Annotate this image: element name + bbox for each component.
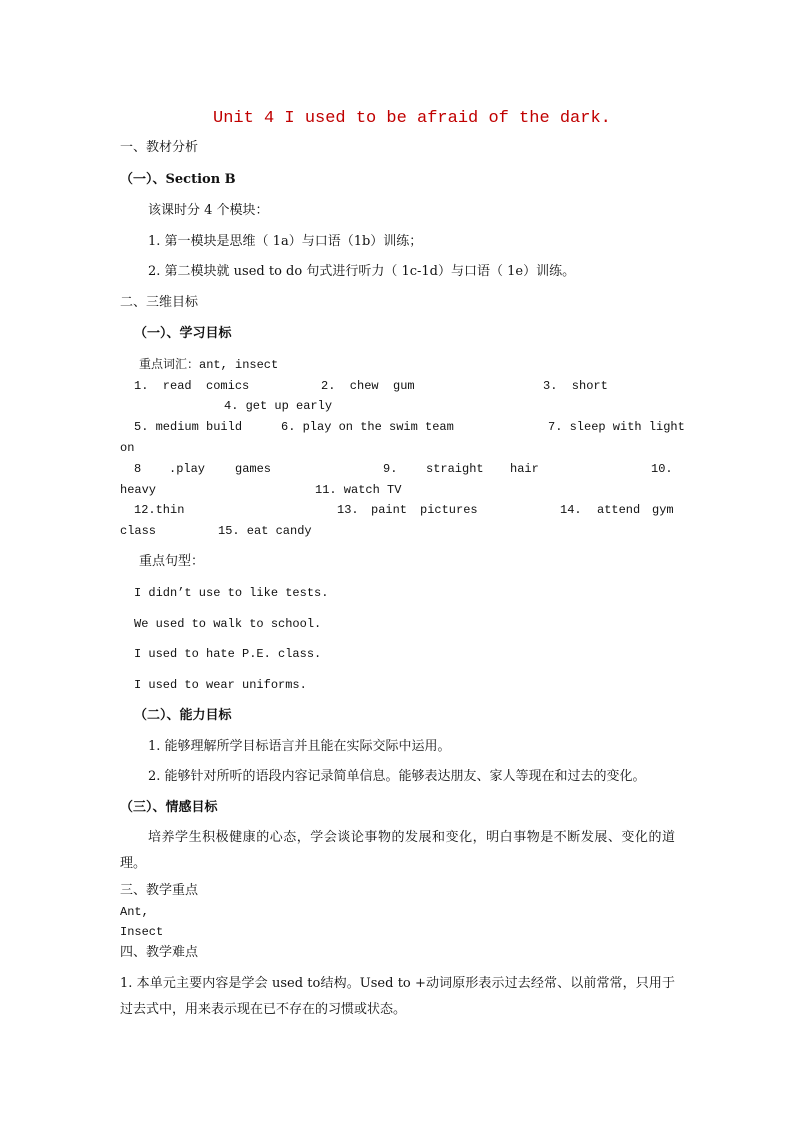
vocab-item: 7. sleep with light bbox=[548, 420, 685, 434]
vocab-item: 8 bbox=[134, 462, 142, 476]
vocab-item: .play bbox=[169, 462, 206, 476]
vocab-item: 12.thin bbox=[134, 503, 185, 517]
vocab-item: 13. bbox=[337, 503, 359, 517]
key-point-item: Insect bbox=[120, 925, 164, 939]
vocab-item: paint bbox=[371, 503, 408, 517]
vocab-item: attend bbox=[597, 503, 641, 517]
vocab-item: class bbox=[120, 524, 157, 538]
section-heading-key-points: 三、教学重点 bbox=[120, 883, 199, 898]
example-sentence: We used to walk to school. bbox=[134, 617, 322, 631]
vocab-label: 重点词汇：ant, insect bbox=[139, 358, 279, 372]
vocab-item: 9. bbox=[383, 462, 398, 476]
vocab-item: hair bbox=[510, 462, 539, 476]
subheading-section-b: （一）、Section B bbox=[120, 172, 236, 187]
ability-item: 2. 能够针对所听的语段内容记录简单信息。能够表达朋友、家人等现在和过去的变化。 bbox=[148, 769, 646, 784]
example-sentence: I didn’t use to like tests. bbox=[134, 586, 329, 600]
difficulty-paragraph: 1. 本单元主要内容是学会 used to结构。Used to +动词原形表示过去经常、以前常常，只用于过去式中，用来表示现在已不存在的习惯或状态。 bbox=[120, 976, 675, 1017]
example-sentence: I used to wear uniforms. bbox=[134, 678, 307, 692]
module-intro: 该课时分 4 个模块： bbox=[148, 203, 269, 218]
vocab-item: games bbox=[235, 462, 272, 476]
vocab-item: 11. watch TV bbox=[315, 483, 402, 497]
vocab-item: 1. read comics bbox=[134, 379, 250, 393]
module-item: 1. 第一模块是思维（ 1a）与口语（1b）训练； bbox=[148, 234, 423, 249]
vocab-item: 6. play on the swim team bbox=[281, 420, 454, 434]
vocab-item: gym bbox=[652, 503, 674, 517]
subheading-ability-goals: （二）、能力目标 bbox=[134, 708, 232, 723]
example-sentence: I used to hate P.E. class. bbox=[134, 647, 322, 661]
vocab-item: 4. get up early bbox=[224, 399, 333, 413]
vocab-item: 2. chew gum bbox=[321, 379, 415, 393]
vocab-item: 5. medium build bbox=[134, 420, 243, 434]
subheading-emotion-goals: （三）、情感目标 bbox=[120, 800, 218, 815]
module-item: 2. 第二模块就 used to do 句式进行听力（ 1c-1d）与口语（ 1e）训练。 bbox=[148, 264, 576, 279]
key-point-item: Ant, bbox=[120, 905, 149, 919]
section-heading-difficulties: 四、教学难点 bbox=[120, 945, 199, 960]
section-heading-goals: 二、三维目标 bbox=[120, 295, 199, 310]
vocab-item: on bbox=[120, 441, 135, 455]
vocab-item: 3. short bbox=[543, 379, 608, 393]
vocab-item: 15. eat candy bbox=[218, 524, 312, 538]
vocab-item: 10. bbox=[651, 462, 673, 476]
section-heading-analysis: 一、教材分析 bbox=[120, 140, 199, 155]
ability-item: 1. 能够理解所学目标语言并且能在实际交际中运用。 bbox=[148, 739, 451, 754]
vocab-item: pictures bbox=[420, 503, 478, 517]
page-title: Unit 4 I used to be afraid of the dark. bbox=[213, 109, 611, 128]
vocab-item: 14. bbox=[560, 503, 582, 517]
pattern-label: 重点句型： bbox=[139, 554, 205, 569]
emotion-paragraph: 培养学生积极健康的心态，学会谈论事物的发展和变化，明白事物是不断发展、变化的道理。 bbox=[120, 830, 675, 871]
vocab-item: straight bbox=[426, 462, 484, 476]
subheading-learning-goals: （一）、学习目标 bbox=[134, 326, 232, 341]
vocab-item: heavy bbox=[120, 483, 157, 497]
